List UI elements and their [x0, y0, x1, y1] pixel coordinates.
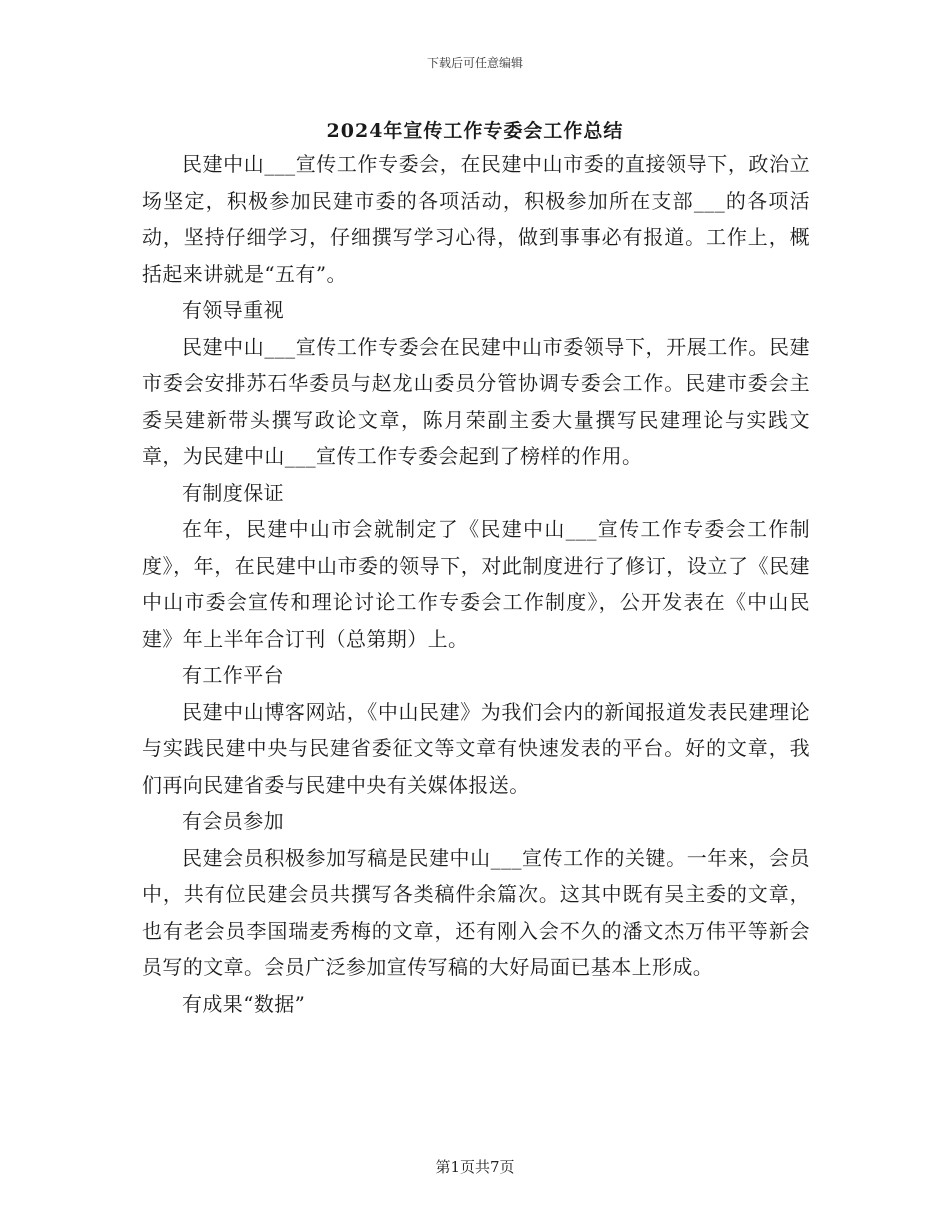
paragraph-intro: 民建中山___宣传工作专委会，在民建中山市委的直接领导下，政治立场坚定，积极参加民建市委的各项活动，积极参加所在支部___的各项活动，坚持仔细学习，仔细撰写学习心得，做到事事必有报道。工作上，概括起来讲就是“五有”。	[142, 152, 810, 286]
header-note: 下载后可任意编辑	[426, 56, 523, 70]
paragraph-system: 在年，民建中山市会就制定了《民建中山___宣传工作专委会工作制度》，年，在民建中山市委的领导下，对此制度进行了修订，设立了《民建中山市委会宣传和理论讨论工作专委会工作制度》，公开发表在《中山民建》年上半年合订刊（总第期）上。	[142, 517, 810, 651]
section-heading-results: 有成果“数据”	[182, 991, 306, 1016]
page-number: 第1页共7页	[435, 1158, 515, 1176]
document-title: 2024年宣传工作专委会工作总结	[326, 120, 624, 142]
paragraph-platform: 民建中山博客网站，《中山民建》为我们会内的新闻报道发表民建理论与实践民建中央与民建省委征文等文章有快速发表的平台。好的文章，我们再向民建省委与民建中央有关媒体报送。	[142, 699, 810, 797]
section-heading-platform: 有工作平台	[182, 663, 284, 687]
paragraph-leadership: 民建中山___宣传工作专委会在民建中山市委领导下，开展工作。民建市委会安排苏石华委员与赵龙山委员分管协调专委会工作。民建市委会主委吴建新带头撰写政论文章，陈月荣副主委大量撰写民建理论与实践文章，为民建中山___宣传工作专委会起到了榜样的作用。	[142, 334, 810, 468]
document-body	[142, 146, 810, 1022]
section-heading-members: 有会员参加	[182, 809, 284, 833]
section-heading-system: 有制度保证	[182, 480, 284, 505]
paragraph-members: 民建会员积极参加写稿是民建中山___宣传工作的关键。一年来，会员中，共有位民建会员共撰写各类稿件余篇次。这其中既有吴主委的文章，也有老会员李国瑞麦秀梅的文章，还有刚入会不久的潘文杰万伟平等新会员写的文章。会员广泛参加宣传写稿的大好局面已基本上形成。	[142, 845, 810, 979]
section-heading-leadership: 有领导重视	[182, 298, 284, 322]
